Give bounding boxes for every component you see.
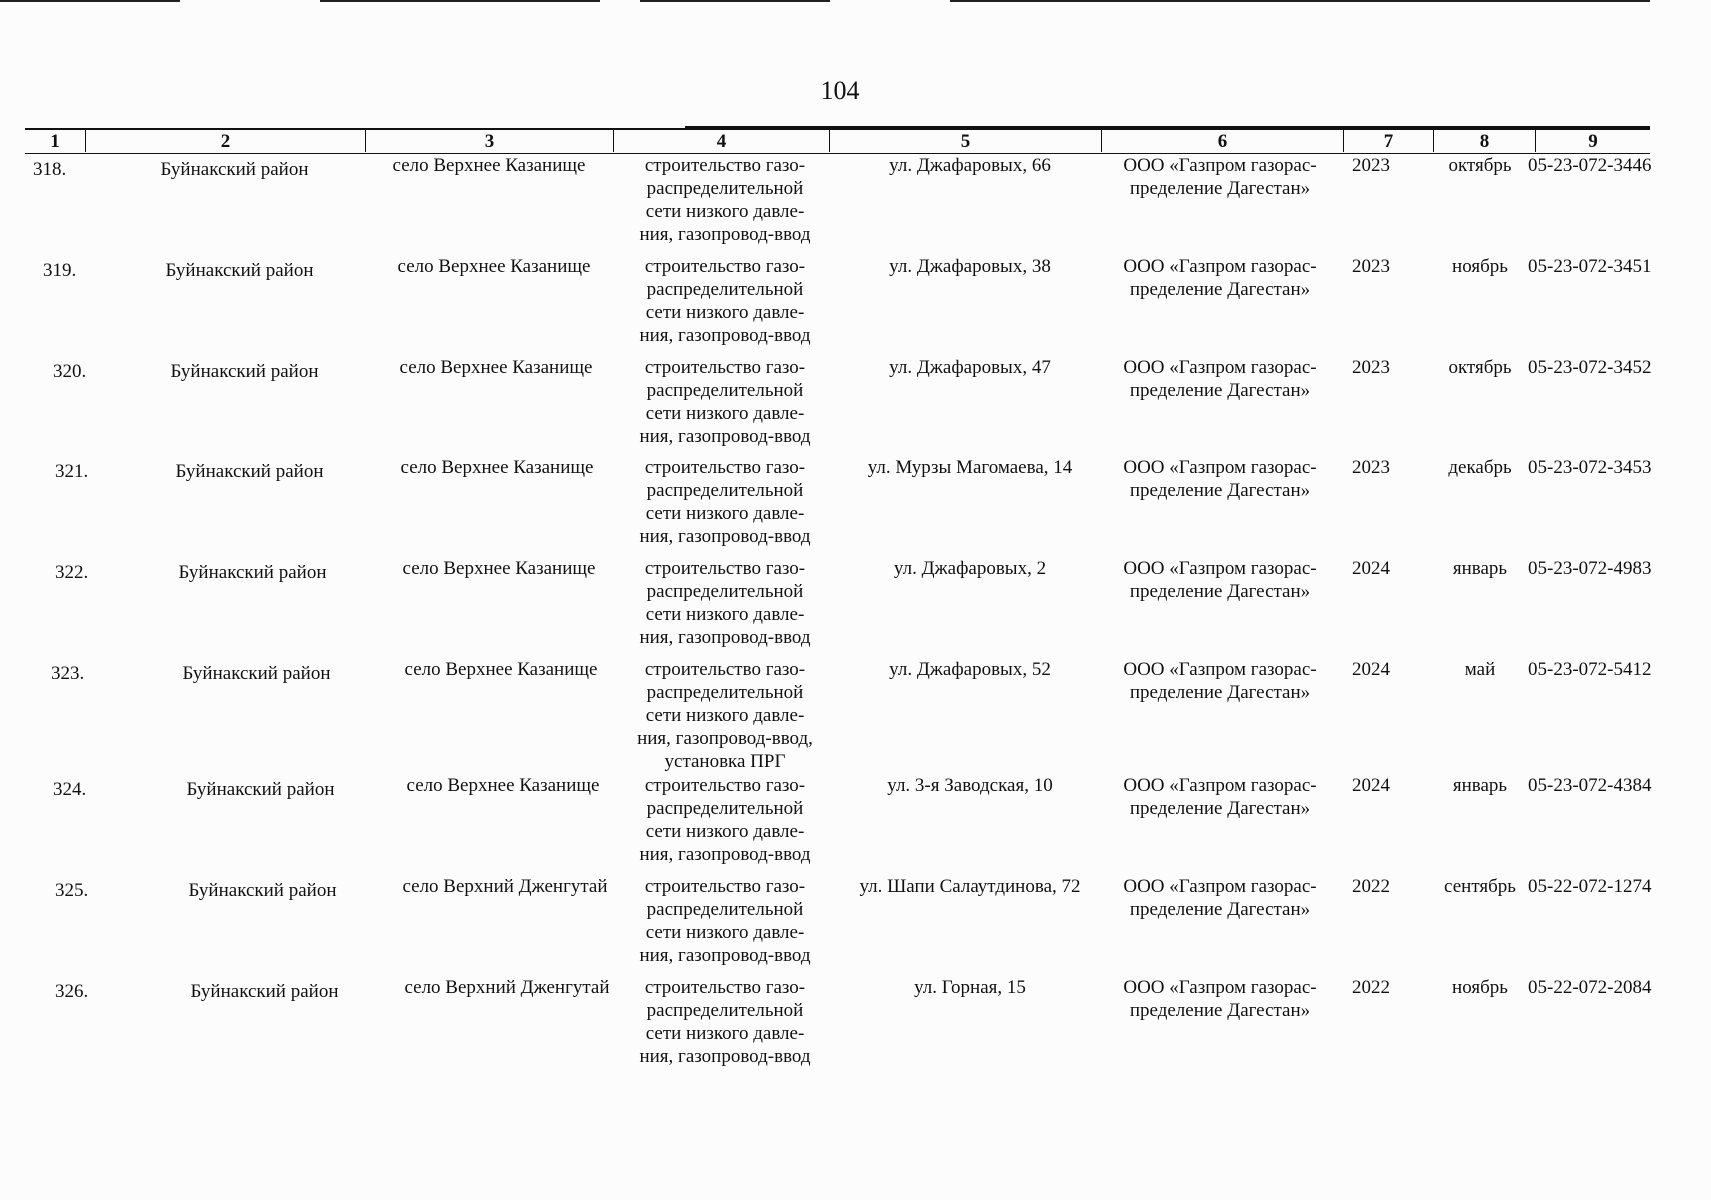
month-cell: декабрь [1448, 457, 1512, 478]
month-cell: январь [1452, 775, 1508, 796]
year-cell: 2023 [1352, 256, 1390, 277]
district-cell: Буйнакский район [186, 779, 335, 800]
scan-edge-line [950, 0, 1650, 2]
organization-line: ООО «Газпром газорас- [1123, 775, 1317, 796]
district-cell: Буйнакский район [188, 880, 337, 901]
code-cell: 05-23-072-3446 [1528, 155, 1652, 176]
work-description-line: распределительной [646, 581, 804, 602]
work-description-line: ния, газопровод-ввод [639, 426, 811, 447]
work-description-line: строительство газо- [644, 775, 806, 796]
locality-cell: село Верхнее Казанище [399, 357, 593, 378]
year-cell: 2022 [1352, 876, 1390, 897]
organization-cell [1090, 774, 1350, 820]
month-cell: ноябрь [1452, 977, 1508, 998]
address-cell: ул. Джафаровых, 38 [889, 256, 1051, 277]
locality-cell: село Верхний Дженгутай [404, 977, 610, 998]
scan-edge-line [640, 0, 830, 2]
work-description-line: сети низкого давле- [645, 922, 805, 943]
column-header-7: 7 [1343, 130, 1433, 152]
work-description-line: распределительной [646, 899, 804, 920]
year-cell: 2024 [1352, 659, 1390, 680]
code-cell: 05-22-072-2084 [1528, 977, 1652, 998]
year-cell: 2024 [1352, 558, 1390, 579]
work-description-cell [605, 456, 845, 548]
locality-cell: село Верхний Дженгутай [402, 876, 608, 897]
district-cell: Буйнакский район [160, 159, 309, 180]
organization-line: ООО «Газпром газорас- [1123, 155, 1317, 176]
row-number: 320. [53, 361, 87, 382]
column-header-2: 2 [85, 130, 365, 152]
header-rule [685, 126, 1650, 128]
address-cell: ул. Мурзы Магомаева, 14 [867, 457, 1073, 478]
organization-line: ООО «Газпром газорас- [1123, 357, 1317, 378]
locality-cell: село Верхнее Казанище [402, 558, 596, 579]
address-cell: ул. 3-я Заводская, 10 [887, 775, 1053, 796]
organization-line: пределение Дагестан» [1129, 1000, 1311, 1021]
district-cell: Буйнакский район [178, 562, 327, 583]
row-number: 324. [53, 779, 87, 800]
organization-line: ООО «Газпром газорас- [1123, 876, 1317, 897]
work-description-cell [605, 875, 845, 967]
column-header-9: 9 [1535, 130, 1650, 152]
work-description-cell [605, 255, 845, 347]
district-cell: Буйнакский район [165, 260, 314, 281]
organization-line: пределение Дагестан» [1129, 380, 1311, 401]
organization-line: пределение Дагестан» [1129, 682, 1311, 703]
work-description-line: сети низкого давле- [645, 302, 805, 323]
organization-cell [1090, 875, 1350, 921]
organization-line: ООО «Газпром газорас- [1123, 457, 1317, 478]
year-cell: 2024 [1352, 775, 1390, 796]
code-cell: 05-23-072-3451 [1528, 256, 1652, 277]
organization-line: пределение Дагестан» [1129, 798, 1311, 819]
organization-line: ООО «Газпром газорас- [1123, 659, 1317, 680]
organization-cell [1090, 255, 1350, 301]
work-description-cell [605, 356, 845, 448]
row-number: 321. [55, 461, 89, 482]
work-description-line: строительство газо- [644, 256, 806, 277]
page-number: 104 [820, 76, 860, 105]
month-cell: октябрь [1448, 155, 1512, 176]
address-cell: ул. Шапи Салаутдинова, 72 [859, 876, 1081, 897]
year-cell: 2023 [1352, 457, 1390, 478]
column-header-3: 3 [365, 130, 613, 152]
code-cell: 05-23-072-4983 [1528, 558, 1652, 579]
row-number: 326. [55, 981, 89, 1002]
work-description-line: распределительной [646, 1000, 804, 1021]
column-header-5: 5 [829, 130, 1101, 152]
organization-line: пределение Дагестан» [1129, 178, 1311, 199]
work-description-line: распределительной [646, 279, 804, 300]
code-cell: 05-23-072-5412 [1528, 659, 1652, 680]
work-description-cell [605, 774, 845, 866]
locality-cell: село Верхнее Казанище [392, 155, 586, 176]
column-header-8: 8 [1433, 130, 1535, 152]
work-description-line: строительство газо- [644, 357, 806, 378]
year-cell: 2022 [1352, 977, 1390, 998]
organization-cell [1090, 976, 1350, 1022]
column-header-6: 6 [1101, 130, 1343, 152]
work-description-line: сети низкого давле- [645, 705, 805, 726]
district-cell: Буйнакский район [175, 461, 324, 482]
work-description-line: сети низкого давле- [645, 604, 805, 625]
organization-cell [1090, 154, 1350, 200]
work-description-line: ния, газопровод-ввод [639, 224, 811, 245]
organization-line: пределение Дагестан» [1129, 581, 1311, 602]
work-description-cell [605, 154, 845, 246]
work-description-line: строительство газо- [644, 155, 806, 176]
work-description-line: строительство газо- [644, 977, 806, 998]
work-description-line: ния, газопровод-ввод [639, 526, 811, 547]
row-number: 322. [55, 562, 89, 583]
work-description-line: распределительной [646, 178, 804, 199]
table-header [25, 128, 1650, 154]
column-header-1: 1 [50, 131, 60, 152]
month-cell: октябрь [1448, 357, 1512, 378]
organization-cell [1090, 356, 1350, 402]
year-cell: 2023 [1352, 357, 1390, 378]
scan-edge-line [320, 0, 600, 2]
work-description-line: ния, газопровод-ввод [639, 844, 811, 865]
locality-cell: село Верхнее Казанище [397, 256, 591, 277]
locality-cell: село Верхнее Казанище [404, 659, 598, 680]
locality-cell: село Верхнее Казанище [400, 457, 594, 478]
organization-line: ООО «Газпром газорас- [1123, 558, 1317, 579]
work-description-line: сети низкого давле- [645, 503, 805, 524]
organization-line: ООО «Газпром газорас- [1123, 256, 1317, 277]
work-description-line: ния, газопровод-ввод, [637, 728, 813, 749]
locality-cell: село Верхнее Казанище [406, 775, 600, 796]
address-cell: ул. Горная, 15 [914, 977, 1026, 998]
organization-cell [1090, 658, 1350, 704]
month-cell: январь [1452, 558, 1508, 579]
address-cell: ул. Джафаровых, 2 [893, 558, 1047, 579]
work-description-line: распределительной [646, 798, 804, 819]
organization-line: пределение Дагестан» [1129, 279, 1311, 300]
work-description-line: сети низкого давле- [645, 201, 805, 222]
month-cell: сентябрь [1444, 876, 1516, 897]
organization-line: пределение Дагестан» [1129, 899, 1311, 920]
row-number: 319. [43, 260, 77, 281]
work-description-line: распределительной [646, 480, 804, 501]
work-description-line: строительство газо- [644, 558, 806, 579]
month-cell: май [1464, 659, 1496, 680]
code-cell: 05-23-072-4384 [1528, 775, 1652, 796]
work-description-line: установка ПРГ [664, 751, 786, 772]
month-cell: ноябрь [1452, 256, 1508, 277]
district-cell: Буйнакский район [170, 361, 319, 382]
work-description-line: строительство газо- [644, 876, 806, 897]
work-description-cell [605, 976, 845, 1068]
organization-line: пределение Дагестан» [1129, 480, 1311, 501]
work-description-line: ния, газопровод-ввод [639, 325, 811, 346]
row-number: 323. [51, 663, 85, 684]
organization-line: ООО «Газпром газорас- [1123, 977, 1317, 998]
scan-edge-line [0, 0, 180, 2]
work-description-line: ния, газопровод-ввод [639, 627, 811, 648]
district-cell: Буйнакский район [182, 663, 331, 684]
work-description-line: строительство газо- [644, 659, 806, 680]
work-description-line: сети низкого давле- [645, 821, 805, 842]
address-cell: ул. Джафаровых, 66 [889, 155, 1051, 176]
work-description-line: сети низкого давле- [645, 1023, 805, 1044]
work-description-cell [605, 557, 845, 649]
address-cell: ул. Джафаровых, 52 [889, 659, 1051, 680]
code-cell: 05-22-072-1274 [1528, 876, 1652, 897]
row-number: 318. [33, 159, 67, 180]
work-description-line: ния, газопровод-ввод [639, 1046, 811, 1067]
column-header-4: 4 [613, 130, 829, 152]
year-cell: 2023 [1352, 155, 1390, 176]
address-cell: ул. Джафаровых, 47 [889, 357, 1051, 378]
district-cell: Буйнакский район [190, 981, 339, 1002]
work-description-line: ния, газопровод-ввод [639, 945, 811, 966]
row-number: 325. [55, 880, 89, 901]
work-description-line: распределительной [646, 682, 804, 703]
code-cell: 05-23-072-3453 [1528, 457, 1652, 478]
work-description-line: сети низкого давле- [645, 403, 805, 424]
work-description-cell [605, 658, 845, 773]
organization-cell [1090, 456, 1350, 502]
organization-cell [1090, 557, 1350, 603]
code-cell: 05-23-072-3452 [1528, 357, 1652, 378]
work-description-line: распределительной [646, 380, 804, 401]
work-description-line: строительство газо- [644, 457, 806, 478]
